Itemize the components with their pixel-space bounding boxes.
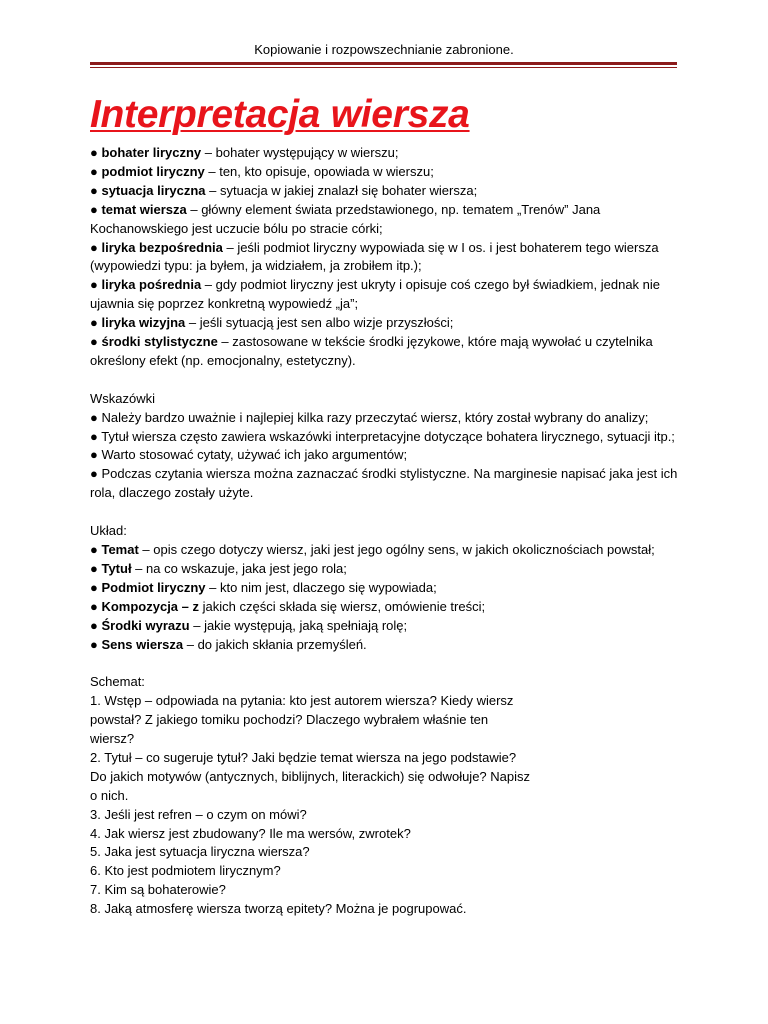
definition-text: – jeśli sytuacją jest sen albo wizje przyszłości; — [185, 315, 454, 331]
definition-term: sytuacja liryczna — [101, 182, 206, 198]
tip-item: ● Tytuł wiersza często zawiera wskazówki interpretacyjne dotyczące bohatera lirycznego, sytuacji itp.; — [90, 428, 675, 444]
layout-heading: Układ: — [90, 523, 127, 539]
layout-text: – opis czego dotyczy wiersz, jaki jest jego ogólny sens, w jakich okolicznościach powstał; — [138, 542, 655, 557]
page-title: Interpretacja wiersza — [90, 93, 470, 136]
layout-text: – do jakich skłania przemyśleń. — [183, 636, 367, 652]
layout-item: ● Kompozycja – z jakich części składa się wiersz, omówienie treści; — [90, 598, 486, 614]
layout-text: – kto nim jest, dlaczego się wypowiada; — [205, 579, 437, 595]
definition-text: – gdy podmiot liryczny jest ukryty i opisuje coś czego był świadkiem, jednak nie ujawnia się poprzez konkretną wypowiedź „ja”; — [90, 277, 661, 312]
tip-item: ● Warto stosować cytaty, używać ich jako argumentów; — [90, 447, 408, 463]
definition-text: – zastosowane w tekście środki językowe, które mają wywołać u czytelnika określony efekt (np. emocjonalny, estetyczny). — [90, 334, 653, 368]
schema-item: 4. Jak wiersz jest zbudowany? Ile ma wersów, zwrotek? — [90, 825, 411, 841]
schema-item: 5. Jaka jest sytuacja liryczna wiersza? — [90, 844, 310, 860]
definition-item: ● liryka bezpośrednia – jeśli podmiot liryczny wypowiada się w I os. i jest bohaterem tego wiersza (wypowiedzi typu: ja byłem, ja widziałem, ja zrobiłem itp.); — [90, 239, 659, 274]
schema-item: 2. Tytuł – co sugeruje tytuł? Jaki będzie temat wiersza na jego podstawie? Do jakich motywów (antycznych, biblijnych, literackich) się odwołuje? Napisz o nich. — [90, 749, 531, 803]
definition-item: ● liryka wizyjna – jeśli sytuacją jest sen albo wizje przyszłości; — [90, 315, 454, 331]
schema-item: 7. Kim są bohaterowie? — [90, 882, 226, 898]
header-rule-thin — [90, 67, 677, 68]
layout-term: Sens wiersza — [101, 636, 184, 652]
schema-item: 6. Kto jest podmiotem lirycznym? — [90, 863, 281, 879]
definition-item: ● temat wiersza – główny element świata przedstawionego, np. tematem „Trenów” Jana Kochanowskiego jest uczucie bólu po stracie córki; — [90, 201, 601, 236]
definition-term: podmiot liryczny — [101, 163, 205, 179]
schema-item: 8. Jaką atmosferę wiersza tworzą epitety? Można je pogrupować. — [90, 901, 467, 917]
layout-item: ● Sens wiersza – do jakich skłania przemyśleń. — [90, 636, 367, 652]
definition-term: liryka wizyjna — [101, 315, 186, 331]
definition-term: liryka pośrednia — [101, 277, 202, 293]
definition-text: – sytuacja w jakiej znalazł się bohater wiersza; — [205, 182, 478, 198]
definitions-list — [90, 144, 680, 371]
layout-item: ● Tytuł – na co wskazuje, jaka jest jego rola; — [90, 560, 347, 576]
layout-text: – jakie występują, jaką spełniają rolę; — [189, 617, 408, 633]
definition-text: – jeśli podmiot liryczny wypowiada się w I os. i jest bohaterem tego wiersza (wypowiedzi typu: ja byłem, ja widziałem, ja zrobiłem itp.); — [90, 239, 659, 274]
header-rule-thick — [90, 62, 677, 65]
tip-item: ● Podczas czytania wiersza można zaznaczać środki stylistyczne. Na marginesie napisać jaka jest ich rola, dlaczego zostały użyte. — [90, 466, 678, 501]
layout-term: Tytuł — [101, 560, 132, 576]
document-body — [90, 90, 680, 919]
layout-item: ● Środki wyrazu – jakie występują, jaką spełniają rolę; — [90, 617, 408, 633]
layout-section — [90, 522, 680, 654]
schema-item: 1. Wstęp – odpowiada na pytania: kto jest autorem wiersza? Kiedy wiersz powstał? Z jakiego tomiku pochodzi? Dlaczego wybrałem właśnie ten wiersz? — [90, 693, 514, 747]
definition-text: – główny element świata przedstawionego, np. tematem „Trenów” Jana Kochanowskiego jest uczucie bólu po stracie córki; — [90, 201, 601, 236]
definition-term: liryka bezpośrednia — [101, 239, 223, 255]
page-header: Kopiowanie i rozpowszechnianie zabronione. — [254, 42, 514, 57]
schema-heading: Schemat: — [90, 674, 145, 690]
definition-text: – bohater występujący w wierszu; — [201, 145, 399, 160]
definition-item: ● bohater liryczny – bohater występujący w wierszu; — [90, 145, 399, 160]
layout-item: ● Podmiot liryczny – kto nim jest, dlaczego się wypowiada; — [90, 579, 437, 595]
layout-term: Podmiot liryczny — [101, 579, 206, 595]
layout-text: – na co wskazuje, jaka jest jego rola; — [131, 560, 347, 576]
definition-term: temat wiersza — [101, 201, 187, 217]
tips-heading: Wskazówki — [90, 390, 156, 406]
definition-item: ● liryka pośrednia – gdy podmiot liryczny jest ukryty i opisuje coś czego był świadkiem, jednak nie ujawnia się poprzez konkretną wypowiedź „ja”; — [90, 277, 661, 312]
tips-section — [90, 390, 680, 503]
tip-item: ● Należy bardzo uważnie i najlepiej kilka razy przeczytać wiersz, który został wybrany do analizy; — [90, 409, 649, 425]
layout-text: jakich części składa się wiersz, omówienie treści; — [199, 598, 486, 614]
layout-term: Temat — [101, 542, 139, 557]
schema-item: 3. Jeśli jest refren – o czym on mówi? — [90, 806, 307, 822]
definition-term: środki stylistyczne — [101, 334, 218, 350]
layout-term: Środki wyrazu — [101, 617, 190, 633]
schema-section — [90, 673, 680, 919]
definition-item: ● sytuacja liryczna – sytuacja w jakiej znalazł się bohater wiersza; — [90, 182, 478, 198]
definition-item: ● środki stylistyczne – zastosowane w tekście środki językowe, które mają wywołać u czytelnika określony efekt (np. emocjonalny, estetyczny). — [90, 334, 653, 368]
definition-term: bohater liryczny — [101, 145, 202, 160]
layout-item: ● Temat – opis czego dotyczy wiersz, jaki jest jego ogólny sens, w jakich okolicznościach powstał; — [90, 542, 655, 557]
definition-text: – ten, kto opisuje, opowiada w wierszu; — [204, 163, 434, 179]
layout-term: Kompozycja – z — [101, 598, 199, 614]
definition-item: ● podmiot liryczny – ten, kto opisuje, opowiada w wierszu; — [90, 163, 434, 179]
